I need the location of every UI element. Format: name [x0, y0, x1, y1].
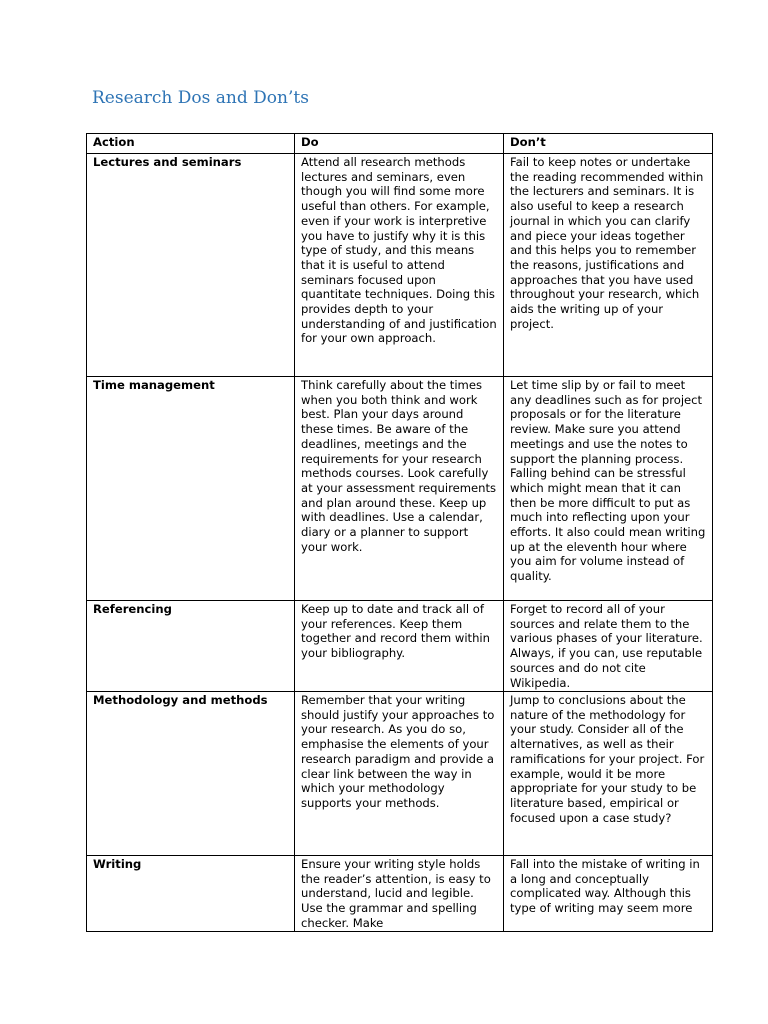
table-row: [87, 154, 713, 377]
table-header-row: [87, 134, 713, 154]
page-title: Research Dos and Don’ts: [92, 88, 309, 108]
do-cell: Ensure your writing style holds the reader’s attention, is easy to understand, lucid and legible. Use the grammar and spelling checker. Make: [295, 856, 504, 932]
do-cell: Remember that your writing should justify your approaches to your research. As you do so, emphasise the elements of your research paradigm and provide a clear link between the way in which your methodology supports your methods.: [295, 692, 504, 856]
table-row: [87, 692, 713, 856]
action-cell: Methodology and methods: [87, 692, 295, 856]
dos-and-donts-table: [86, 133, 713, 932]
do-cell: Think carefully about the times when you both think and work best. Plan your days around these times. Be aware of the deadlines, meetings and the requirements for your research methods courses. Look carefully at your assessment requirements and plan around these. Keep up with deadlines. Use a calendar, diary or a planner to support your work.: [295, 377, 504, 601]
dont-cell: Jump to conclusions about the nature of the methodology for your study. Consider all of the alternatives, as well as their ramifications for your project. For example, would it be more appropriate for your study to be literature based, empirical or focused upon a case study?: [504, 692, 713, 856]
action-cell: Lectures and seminars: [87, 154, 295, 377]
dont-cell: Fall into the mistake of writing in a long and conceptually complicated way. Although this type of writing may seem more: [504, 856, 713, 932]
dont-cell: Forget to record all of your sources and relate them to the various phases of your literature. Always, if you can, use reputable sources and do not cite Wikipedia.: [504, 601, 713, 692]
table-row: [87, 377, 713, 601]
do-cell: Attend all research methods lectures and seminars, even though you will find some more useful than others. For example, even if your work is interpretive you have to justify why it is this type of study, and this means that it is useful to attend seminars focused upon quantitate techniques. Doing this provides depth to your understanding of and justification for your own approach.: [295, 154, 504, 377]
action-cell: Referencing: [87, 601, 295, 692]
column-header-dont: Don’t: [504, 134, 713, 154]
dont-cell: Fail to keep notes or undertake the reading recommended within the lecturers and seminars. It is also useful to keep a research journal in which you can clarify and piece your ideas together and this helps you to remember the reasons, justifications and approaches that you have used throughout your research, which aids the writing up of your project.: [504, 154, 713, 377]
column-header-action: Action: [87, 134, 295, 154]
action-cell: Time management: [87, 377, 295, 601]
do-cell: Keep up to date and track all of your references. Keep them together and record them within your bibliography.: [295, 601, 504, 692]
table-row: [87, 601, 713, 692]
column-header-do: Do: [295, 134, 504, 154]
action-cell: Writing: [87, 856, 295, 932]
dont-cell: Let time slip by or fail to meet any deadlines such as for project proposals or for the literature review. Make sure you attend meetings and use the notes to support the planning process. Falling behind can be stressful which might mean that it can then be more difficult to put as much into reflecting upon your efforts. It also could mean writing up at the eleventh hour where you aim for volume instead of quality.: [504, 377, 713, 601]
table-row: [87, 856, 713, 932]
